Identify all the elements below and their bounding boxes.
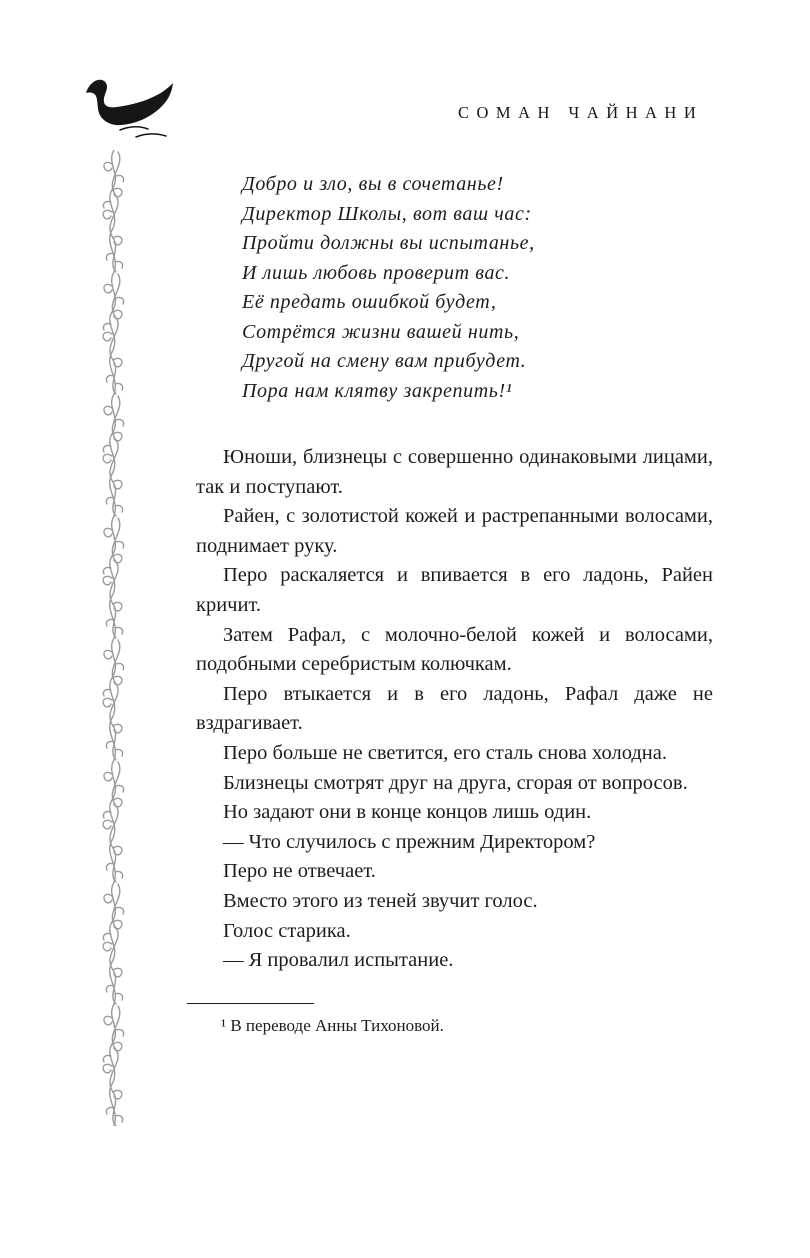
poem-line: Добро и зло, вы в сочетанье!: [242, 173, 504, 195]
swan-logo-icon: [84, 78, 180, 144]
footnote-divider: [187, 1003, 314, 1004]
paragraph: Близнецы смотрят друг на друга, сгорая от вопросов.: [223, 771, 688, 794]
swan-silhouette: [86, 80, 173, 125]
poem-line: Пора нам клятву закрепить!¹: [242, 379, 513, 402]
poem-line: И лишь любовь проверит вас.: [242, 261, 511, 284]
paragraph: Перо втыкается и в его ладонь, Рафал даже не вздрагивает.: [196, 682, 713, 735]
running-head-author: СОМАН ЧАЙНАНИ: [458, 103, 704, 122]
swan-water-ripples: [120, 127, 166, 137]
thorn-vine-border-icon: [94, 150, 134, 1126]
poem-line: Другой на смену вам прибудет.: [242, 350, 527, 372]
body-text: [196, 443, 713, 976]
poem: [196, 170, 713, 406]
paragraph: Но задают они в конце концов лишь один.: [223, 801, 592, 824]
dialogue-paragraph: — Я провалил испытание.: [223, 949, 454, 972]
dialogue-paragraph: — Что случилось с прежним Директором?: [223, 830, 596, 853]
poem-line: Сотрётся жизни вашей нить,: [242, 320, 520, 343]
paragraph: Перо больше не светится, его сталь снова холодна.: [223, 741, 667, 764]
poem-line: Её предать ошибкой будет,: [242, 291, 497, 313]
paragraph: Перо не отвечает.: [223, 860, 376, 883]
paragraph: Перо раскаляется и впивается в его ладонь, Райен кричит.: [196, 564, 713, 616]
poem-line: Пройти должны вы испытанье,: [242, 232, 535, 254]
paragraph: Затем Рафал, с молочно-белой кожей и волосами, подобными серебристым колючкам.: [196, 623, 713, 676]
paragraph: Вместо этого из теней звучит голос.: [223, 889, 538, 912]
footnote: ¹ В переводе Анны Тихоновой.: [221, 1015, 444, 1035]
poem-line: Директор Школы, вот ваш час:: [242, 202, 532, 225]
paragraph: Голос старика.: [223, 919, 351, 942]
paragraph: Райен, с золотистой кожей и растрепанными волосами, поднимает руку.: [196, 505, 713, 557]
page-content: [196, 170, 713, 1037]
paragraph: Юноши, близнецы с совершенно одинаковыми лицами, так и поступают.: [196, 446, 713, 498]
